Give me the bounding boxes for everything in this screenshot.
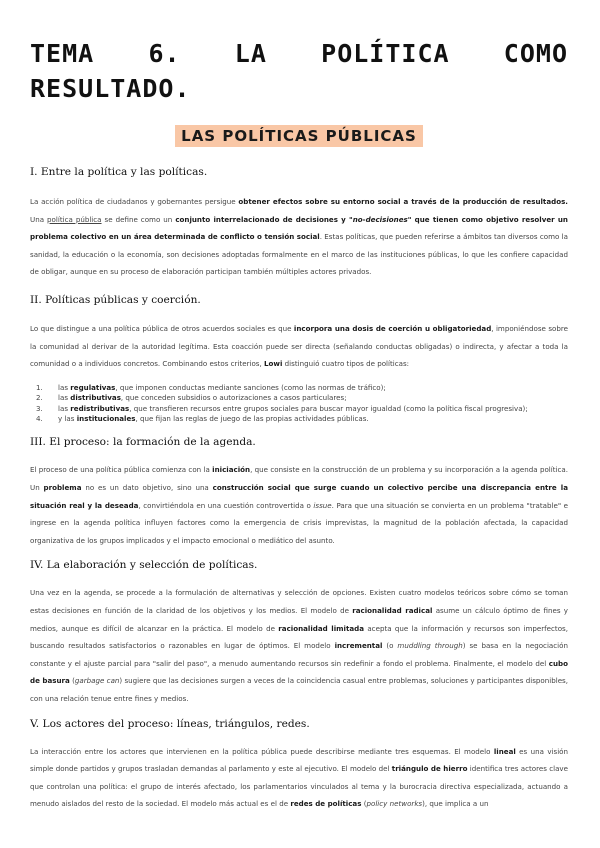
- section-paragraph-2: [30, 320, 568, 373]
- section-heading-4: IV. La elaboración y selección de políticas.: [30, 559, 258, 572]
- bold-run: iniciación: [212, 465, 251, 475]
- text-run: se define como un: [101, 214, 176, 224]
- section-paragraph-5: [30, 743, 568, 813]
- text-run: . Estas políticas, que pueden referirse a ámbitos tan diversos como la sanidad, la educación o la economía, son decisiones adoptadas formalmente en el marco de las instituciones públicas, lo que les confiere capacidad de obligar, aunque en su proceso de elaboración participan también múltiples actores privados.: [30, 232, 568, 277]
- section-heading-2: II. Políticas públicas y coerción.: [30, 293, 201, 306]
- bold-run: " que tienen como objetivo resolver un problema colectivo en un área determinada de conflicto o tensión social: [30, 214, 568, 242]
- text-run: acepta que la información y recursos son imperfectos, buscando resultados satisfactorios o razonables en lugar de óptimos. El modelo: [30, 623, 568, 651]
- text-run: , que fijan las reglas de juego de las propias actividades públicas.: [135, 413, 369, 423]
- bold-run: conjunto interrelacionado de decisiones y ": [175, 214, 353, 224]
- text-run: las: [58, 393, 71, 403]
- bold-run: obtener efectos sobre su entorno social a través de la producción de resultados.: [238, 197, 568, 206]
- text-run: (: [361, 799, 367, 809]
- text-run: Lo que distingue a una política pública de otros acuerdos sociales es que: [30, 323, 294, 333]
- text-run: , que imponen conductas mediante sanciones (como las normas de tráfico);: [115, 382, 386, 392]
- bold-run: problema: [43, 482, 82, 492]
- text-run: , que transfieren recursos entre grupos sociales para buscar mayor igualdad (como la política fiscal progresiva);: [129, 403, 528, 413]
- bold-run: redistributivas: [70, 403, 130, 413]
- section-paragraph-4: [30, 584, 568, 707]
- list-number: 2.: [36, 393, 43, 403]
- text-run: las: [58, 403, 71, 413]
- bold-run: redes de políticas: [290, 799, 362, 809]
- document-subtitle: LAS POLÍTICAS PÚBLICAS: [175, 125, 423, 147]
- italic-run: muddling through: [397, 641, 463, 651]
- text-run: El proceso de una política pública comienza con la: [30, 465, 213, 475]
- text-run: no es un dato objetivo, sino una: [81, 482, 213, 492]
- text-run: (o: [382, 641, 398, 651]
- text-run: es una visión simple donde partidos y grupos trasladan demandas al parlamento y este al ejecutivo. El modelo del: [30, 746, 568, 774]
- italic-run: issue: [313, 500, 332, 510]
- text-run: ) sugiere que las decisiones surgen a veces de la coincidencia casual entre problemas, soluciones y participantes disponibles, con una relación tenue entre fines y medios.: [30, 676, 569, 703]
- list-item: [30, 383, 568, 393]
- text-run: Una vez en la agenda, se procede a la formulación de alternativas y selección de opciones. Existen cuatro modelos teóricos sobre cómo se toman estas decisiones en función de la claridad de los objetivos y los medios. El modelo de: [30, 588, 568, 615]
- section-paragraph-3: [30, 461, 568, 549]
- section-heading-3: III. El proceso: la formación de la agenda.: [30, 436, 256, 449]
- text-run: , imponiéndose sobre la comunidad al derivar de la autoridad legítima. Esta coacción puede ser directa (señalando conductas obligadas) o indirecta, y afectar a toda la comunidad o a individuos concretos. Combinando estos criterios,: [30, 323, 569, 369]
- text-run: , convirtiéndola en una cuestión controvertida o: [138, 500, 314, 510]
- text-run: , que consiste en la construcción de un problema y su incorporación a la agenda política. Un: [30, 465, 568, 492]
- bold-run: institucionales: [76, 413, 136, 423]
- list-item: [30, 414, 568, 424]
- bold-run: construcción social que surge cuando un colectivo percibe una discrepancia entre la situación real y la deseada: [30, 482, 568, 510]
- text-run: ), que implica a un: [422, 799, 489, 809]
- section-heading-5: V. Los actores del proceso: líneas, triángulos, redes.: [30, 717, 310, 730]
- policy-types-list: [30, 383, 568, 425]
- text-run: ) se basa en la negociación constante y el ajuste parcial para "salir del paso", a menudo aumentando recursos sin redefinir a fondo el problema. Finalmente, el modelo del: [30, 641, 568, 668]
- italic-run: policy networks: [366, 799, 423, 809]
- text-run: las: [58, 382, 71, 392]
- bold-run: incremental: [334, 641, 383, 651]
- text-run: (: [69, 676, 75, 686]
- list-item: [30, 393, 568, 403]
- text-run: La acción política de ciudadanos y gobernantes persigue: [30, 197, 239, 206]
- text-run: asume un cálculo óptimo de fines y medios, aunque es difícil de alcanzar en la práctica. El modelo de: [30, 605, 568, 633]
- list-number: 4.: [36, 413, 43, 423]
- underlined-term: política pública: [47, 214, 102, 224]
- subtitle-wrapper: [30, 125, 568, 147]
- bold-run: lineal: [493, 746, 516, 756]
- section-heading-1: I. Entre la política y las políticas.: [30, 166, 208, 178]
- bold-run: regulativas: [70, 382, 116, 392]
- bold-run: cubo de basura: [30, 658, 568, 686]
- bold-italic-run: no-decisiones: [352, 214, 408, 224]
- bold-run: distributivas: [70, 393, 121, 403]
- list-item: [30, 404, 568, 414]
- text-run: distinguió cuatro tipos de políticas:: [282, 359, 410, 369]
- list-number: 1.: [36, 382, 43, 392]
- text-run: y las: [58, 413, 77, 423]
- document-title: TEMA 6. LA POLÍTICA COMO RESULTADO.: [30, 39, 568, 103]
- text-run: La interacción entre los actores que intervienen en la política pública puede describirse mediante tres esquemas. El modelo: [30, 746, 494, 756]
- text-run: Una: [30, 214, 48, 224]
- section-paragraph-1: [30, 193, 568, 281]
- text-run: identifica tres actores clave que controlan una política: el grupo de interés afectado, los parlamentarios vinculados al tema y la burocracia directiva especializada, actuando a menudo aislados del resto de la sociedad. El modelo más actual es el de: [30, 764, 568, 809]
- list-number: 3.: [36, 403, 43, 413]
- bold-run: racionalidad limitada: [278, 623, 364, 633]
- bold-run: triángulo de hierro: [391, 764, 468, 774]
- text-run: . Para que una situación se convierta en un problema "tratable" e ingrese en la agenda política influyen factores como la emergencia de crisis imprevistas, la magnitud de la población afectada, la capacidad organizativa de los grupos implicados y el impacto emocional o mediático del asunto.: [30, 500, 569, 545]
- text-run: , que conceden subsidios o autorizaciones a casos particulares;: [120, 393, 347, 403]
- bold-run: racionalidad radical: [352, 605, 433, 615]
- italic-run: garbage can: [74, 676, 120, 686]
- bold-run: incorpora una dosis de coerción u obligatoriedad: [293, 323, 492, 333]
- bold-run: Lowi: [264, 359, 283, 369]
